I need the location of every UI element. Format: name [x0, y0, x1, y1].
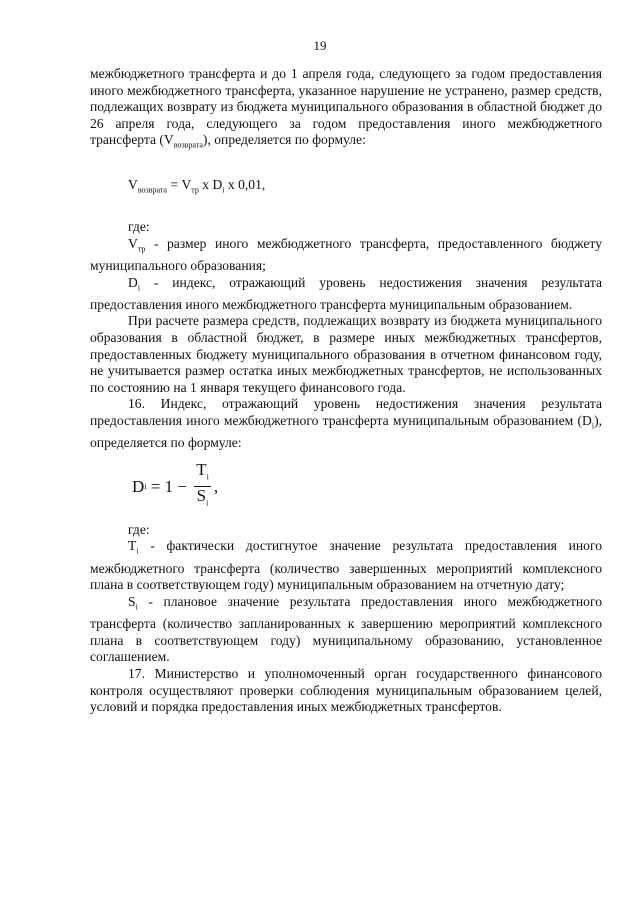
subscript: возврата: [173, 141, 203, 151]
formula-subscript: тр: [191, 185, 199, 195]
definition-ti: [90, 538, 602, 594]
paragraph-text: межбюджетного трансферта и до 1 апреля года, следующего за годом предоставления иного межбюджетного трансферта, указанное нарушение не устранено, размер средств, подлежащих возврату из бюджета муниципального образования в областной бюджет до 26 апреля года, следующего за годом предоставления иного межбюджетного трансферта (V: [90, 66, 602, 148]
definition-text: - индекс, отражающий уровень недостижения значения результата предоставления иного межбюджетного трансферта муниципальным образованием.: [90, 274, 602, 312]
definition-text: - плановое значение результата предоставления иного межбюджетного трансферта (количество запланированных к завершению мероприятий комплексного плана в соответствующем году) муниципальному образованию, установленное соглашением.: [90, 593, 602, 665]
paragraph-text: 16. Индекс, отражающий уровень недостижения значения результата предоставления иного межбюджетного трансферта муниципальным образованием (D: [90, 396, 602, 428]
fraction-numerator: [194, 461, 211, 487]
definition-vtr: [90, 236, 602, 275]
definition-symbol: T: [128, 538, 137, 554]
definition-subscript: i: [137, 283, 141, 293]
where-label: где:: [128, 219, 150, 234]
numerator-symbol: T: [196, 459, 207, 479]
page-number: 19: [313, 38, 327, 53]
formula-subscript: i: [144, 481, 147, 491]
formula-subscript: i: [206, 498, 209, 508]
paragraph-16: [90, 396, 602, 452]
definition-subscript: i: [135, 602, 138, 612]
paragraph-text-end: ), определяется по формуле:: [202, 132, 366, 148]
formula-text: ,: [213, 476, 219, 496]
definition-di: [90, 275, 602, 314]
formula-text: = 1 −: [146, 476, 192, 496]
definition-subscript: i: [136, 547, 139, 557]
fraction-denominator: [195, 487, 211, 512]
formula-fraction: [194, 461, 211, 513]
formula-symbol: D: [132, 476, 145, 496]
formula-subscript: i: [222, 185, 225, 195]
definition-symbol: V: [128, 235, 138, 251]
formula-subscript: возврата: [137, 185, 167, 195]
definition-text: - размер иного межбюджетного трансферта, предоставленного бюджету муниципального образования;: [90, 235, 602, 273]
formula-text: x 0,01,: [224, 176, 266, 192]
document-body: [90, 66, 602, 716]
definition-symbol: S: [128, 593, 136, 609]
index-formula: [132, 459, 602, 508]
formula-symbol: V: [128, 176, 138, 192]
where-label: где:: [128, 521, 150, 537]
formula-text: = V: [166, 176, 192, 192]
denominator-symbol: S: [196, 486, 207, 506]
definition-symbol: D: [128, 274, 138, 290]
formula-subscript: i: [206, 472, 209, 482]
subscript: i: [591, 421, 595, 431]
paragraph-17: 17. Министерство и уполномоченный орган государственного финансового контроля осуществляют проверки соблюдения муниципальным образованием целей, условий и порядка предоставления иных межбюджетных трансфертов.: [90, 666, 602, 715]
paragraph-remainder: При расчете размера средств, подлежащих возврату из бюджета муниципального образования в областной бюджет, в размере иных межбюджетных трансфертов, предоставленных бюджету муниципального образования в отчетном финансовом году, не учитывается размер остатка иных межбюджетных трансфертов, не использованных по состоянию на 1 января текущего финансового года.: [90, 313, 602, 395]
definition-text: - фактически достигнутое значение результата предоставления иного межбюджетного трансферта (количество завершенных мероприятий комплексного плана в соответствующем году) муниципальным образованием на отчетную дату;: [90, 538, 602, 593]
paragraph-continuation: [90, 66, 602, 155]
definition-subscript: тр: [137, 244, 146, 254]
paragraph-text-end: ), определяется по формуле:: [90, 412, 602, 451]
formula-text: x D: [198, 176, 223, 192]
definition-si: [90, 594, 602, 666]
return-amount-formula: [128, 177, 602, 199]
